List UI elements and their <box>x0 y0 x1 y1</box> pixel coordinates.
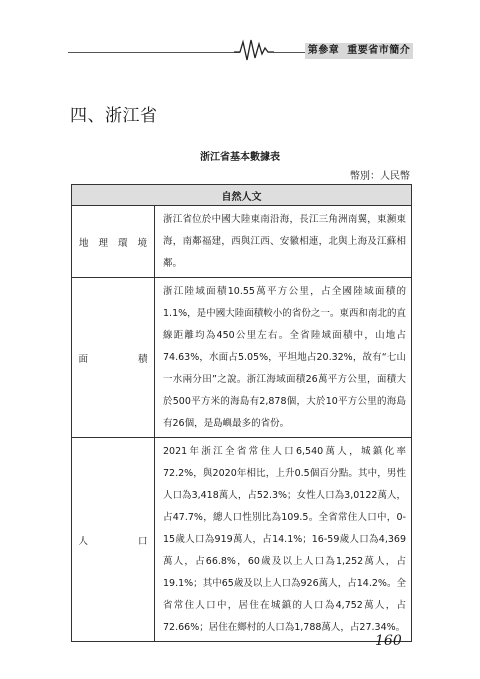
currency-note: 幣別：人民幣 <box>350 171 410 182</box>
page-number: 160 <box>375 633 402 649</box>
chapter-title: 重要省市簡介 <box>347 45 411 56</box>
row-content: 2021年浙江全省常住人口6,540萬人，城鎮化率72.2%，與2020年相比，上升0.5個百分點。其中，男性人口為3,418萬人，占52.3%；女性人口為3,0122萬人，占47.7%，總人口性別比為109.5。全省常住人口中，0-15歲人口為919萬人，占14.1%；16-59歲人口為4,369萬人，占66.8%，60歲及以上人口為1,252萬人，占19.1%；其中65歲及以上人口為926萬人，占14.2%。全省常住人口中，居住在城鎮的人口為4,752萬人，占72.66%；居住在鄉村的人口為1,788萬人，占27.34%。 <box>155 438 412 642</box>
section-title: 四、浙江省 <box>70 106 158 126</box>
row-content: 浙江省位於中國大陸東南沿海，長江三角洲南翼，東瀕東海，南鄰福建，西與江西、安徽相連，北與上海及江蘇相鄰。 <box>155 206 412 278</box>
row-label: 面積 <box>72 278 155 438</box>
row-content: 浙江陸域面積10.55萬平方公里，占全國陸域面積的1.1%，是中國大陸面積較小的省份之一。東西和南北的直線距離均為450公里左右。全省陸域面積中，山地占74.63%，水面占5.05%，平坦地占20.32%，故有“七山一水兩分田”之說。浙江海域面積26萬平方公里，面積大於500平方米的海島有2,878個，大於10平方公里的海島有26個，是島嶼最多的省份。 <box>155 278 412 438</box>
row-label: 人口 <box>72 438 155 642</box>
data-table <box>71 184 412 642</box>
table-section-header: 自然人文 <box>72 185 412 206</box>
table-row <box>72 206 412 278</box>
row-label: 地理環境 <box>72 206 155 278</box>
table-title: 浙江省基本數據表 <box>200 152 280 163</box>
table-row <box>72 278 412 438</box>
header-rule-left <box>68 52 240 53</box>
table-row <box>72 438 412 642</box>
pulse-line-icon <box>234 38 274 62</box>
chapter-tab <box>305 43 413 59</box>
chapter-number: 第參章 <box>307 45 340 56</box>
